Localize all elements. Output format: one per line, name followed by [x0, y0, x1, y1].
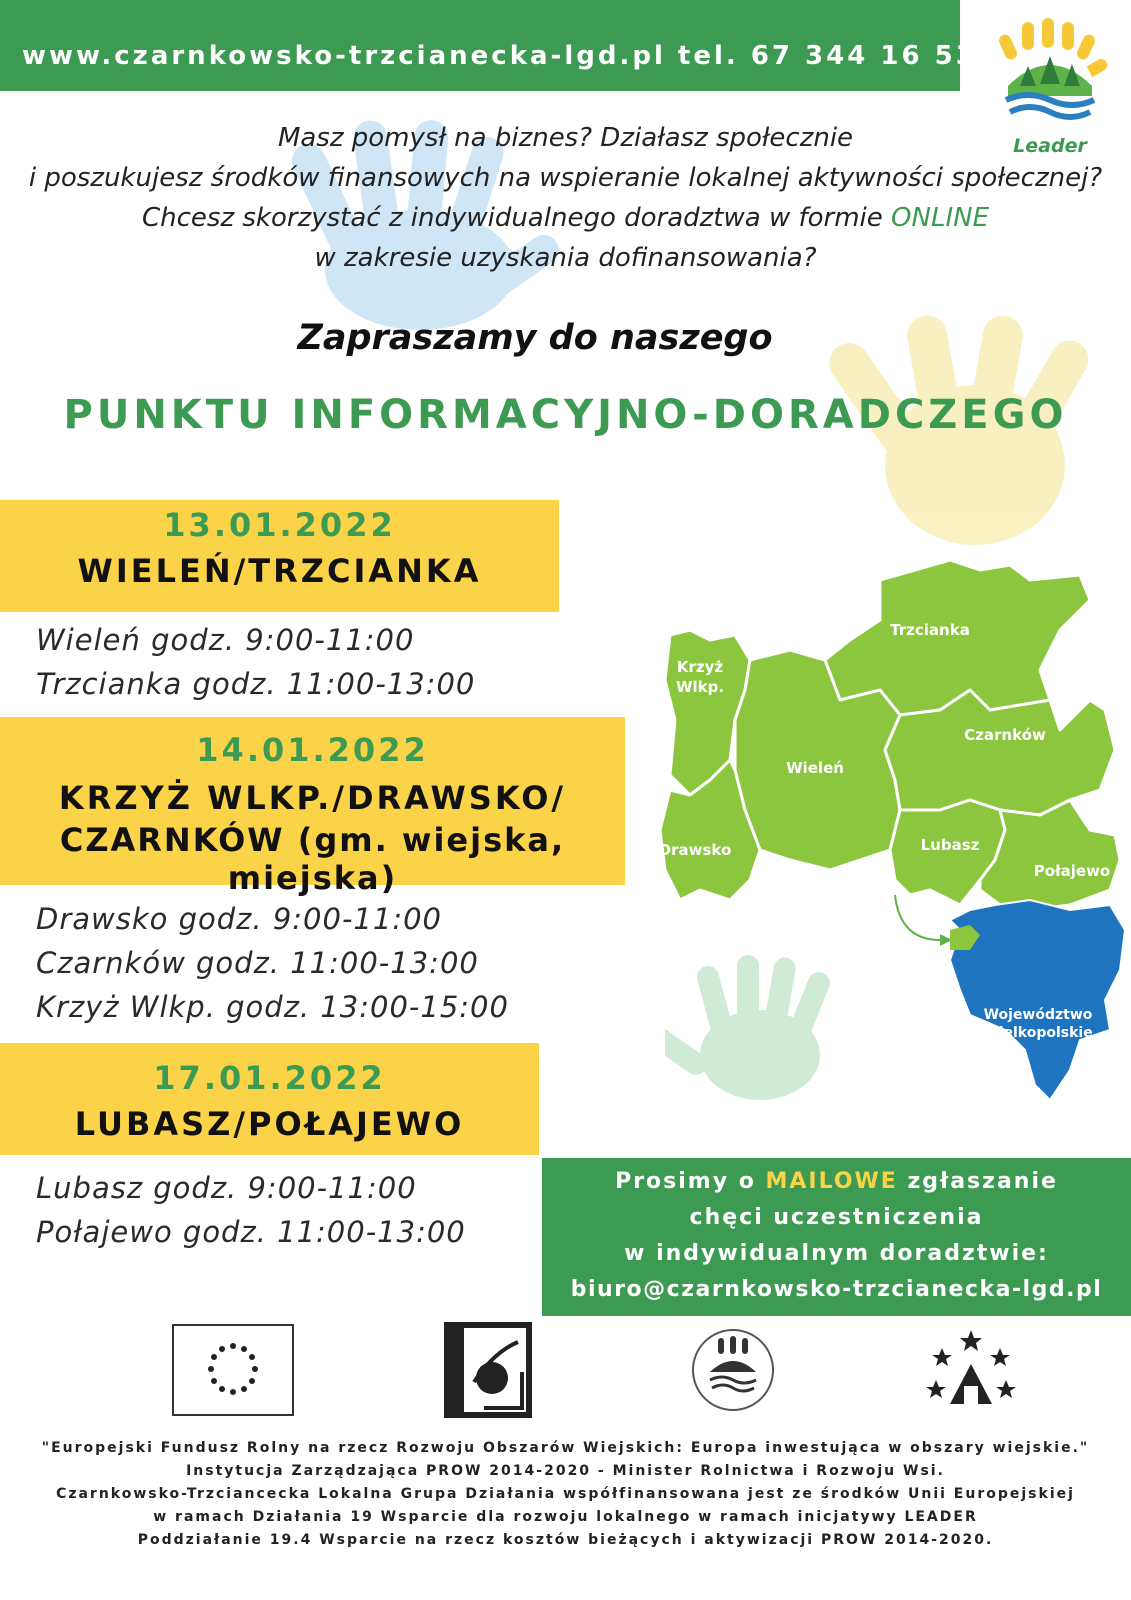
- online-highlight: ONLINE: [891, 203, 989, 233]
- invite-heading: Zapraszamy do naszego: [297, 318, 773, 358]
- session-1-date: 13.01.2022: [163, 506, 396, 544]
- contact-line-3: w indywidualnym doradztwie:: [624, 1241, 1049, 1266]
- header-contact: www.czarnkowsko-trzcianecka-lgd.pl tel. 67 344 16 53: [22, 41, 977, 71]
- session-3-hour-1: Lubasz godz. 9:00-11:00: [36, 1171, 417, 1205]
- map-label-wielkopolskie: Wielkopolskie: [983, 1025, 1093, 1041]
- session-2-hour-1: Drawsko godz. 9:00-11:00: [36, 902, 442, 936]
- map-label-lubasz: Lubasz: [920, 836, 980, 854]
- region-map: [650, 560, 1131, 1120]
- prow-logo: [922, 1322, 1020, 1418]
- intro-line-4: w zakresie uzyskania dofinansowania?: [314, 243, 817, 273]
- map-label-drawsko: Drawsko: [658, 841, 732, 859]
- session-1-hours: [36, 618, 475, 706]
- intro-line-1: Masz pomysł na biznes? Działasz społecznie: [277, 123, 854, 153]
- session-2-hour-2: Czarnków godz. 11:00-13:00: [36, 946, 479, 980]
- mailowe-highlight: MAILOWE: [765, 1169, 898, 1194]
- logo-word: Leader: [1013, 135, 1087, 157]
- contact-email[interactable]: biuro@czarnkowsko-trzcianecka-lgd.pl: [570, 1277, 1103, 1302]
- intro-line-3: [0, 198, 1131, 238]
- session-2-place-line-2: CZARNKÓW (gm. wiejska, miejska): [59, 821, 566, 897]
- map-label-czarnkow: Czarnków: [964, 726, 1046, 744]
- map-label-polajewo: Połajewo: [1033, 862, 1111, 880]
- footer-legal-text: [0, 1437, 1131, 1552]
- map-region-polajewo: [980, 800, 1120, 910]
- map-region-wielkopolska: [950, 900, 1125, 1100]
- footer-line-2: Instytucja Zarządzająca PROW 2014-2020 - Minister Rolnictwa i Rozwoju Wsi.: [186, 1463, 945, 1479]
- session-2-hours: [36, 897, 509, 1029]
- session-1-hour-1: Wieleń godz. 9:00-11:00: [36, 623, 415, 657]
- session-3-hour-2: Połajewo godz. 11:00-13:00: [36, 1215, 466, 1249]
- contact-line-1-start: Prosimy o: [615, 1169, 766, 1194]
- session-2-hour-3: Krzyż Wlkp. godz. 13:00-15:00: [36, 990, 509, 1024]
- map-label-krzyz: Krzyż: [676, 658, 724, 676]
- footer-line-5: Poddziałanie 19.4 Wsparcie na rzecz kosztów bieżących i aktywizacji PROW 2014-2020.: [137, 1532, 994, 1548]
- map-label-trzcianka: Trzcianka: [890, 621, 970, 639]
- intro-line-3-text: Chcesz skorzystać z indywidualnego doradztwa w formie: [141, 203, 892, 233]
- leader-logo: [444, 1322, 532, 1418]
- contact-line-1-end: zgłaszanie: [897, 1169, 1058, 1194]
- contact-line-1: [542, 1164, 1131, 1200]
- map-label-krzyz-wlkp: Wlkp.: [675, 678, 725, 696]
- session-1-place: WIELEŃ/TRZCIANKA: [77, 552, 482, 590]
- main-headline: PUNKTU INFORMACYJNO-DORADCZEGO: [63, 392, 1068, 438]
- session-3-place: LUBASZ/POŁAJEWO: [74, 1105, 465, 1143]
- footer-line-3: Czarnkowsko-Trzciancecka Lokalna Grupa Działania współfinansowana jest ze środków Unii Europejskiej: [56, 1486, 1075, 1502]
- contact-line-2: chęci uczestniczenia: [689, 1205, 984, 1230]
- email-contact-box: [542, 1158, 1131, 1316]
- map-label-wojewodztwo: Województwo: [983, 1007, 1093, 1023]
- footer-line-1: "Europejski Fundusz Rolny na rzecz Rozwoju Obszarów Wiejskich: Europa inwestująca w obszary wiejskie.": [41, 1440, 1090, 1456]
- footer-line-4: w ramach Działania 19 Wsparcie dla rozwoju lokalnego w ramach inicjatywy LEADER: [153, 1509, 978, 1525]
- session-2-date: 14.01.2022: [196, 731, 429, 769]
- map-label-wielen: Wieleń: [786, 759, 844, 777]
- session-1-banner: [0, 500, 559, 612]
- lgd-logo-grayscale: [688, 1322, 778, 1418]
- session-2-place-line-1: KRZYŻ WLKP./DRAWSKO/: [58, 779, 567, 817]
- session-3-date: 17.01.2022: [153, 1059, 386, 1097]
- session-2-banner: [0, 717, 625, 897]
- session-3-banner: [0, 1043, 539, 1155]
- session-1-hour-2: Trzcianka godz. 11:00-13:00: [36, 667, 476, 701]
- session-3-hours: [36, 1166, 466, 1254]
- header-bar: [0, 0, 977, 91]
- eu-flag-logo: [172, 1322, 294, 1418]
- intro-line-2: i poszukujesz środków finansowych na wspieranie lokalnej aktywności społecznej?: [28, 163, 1103, 193]
